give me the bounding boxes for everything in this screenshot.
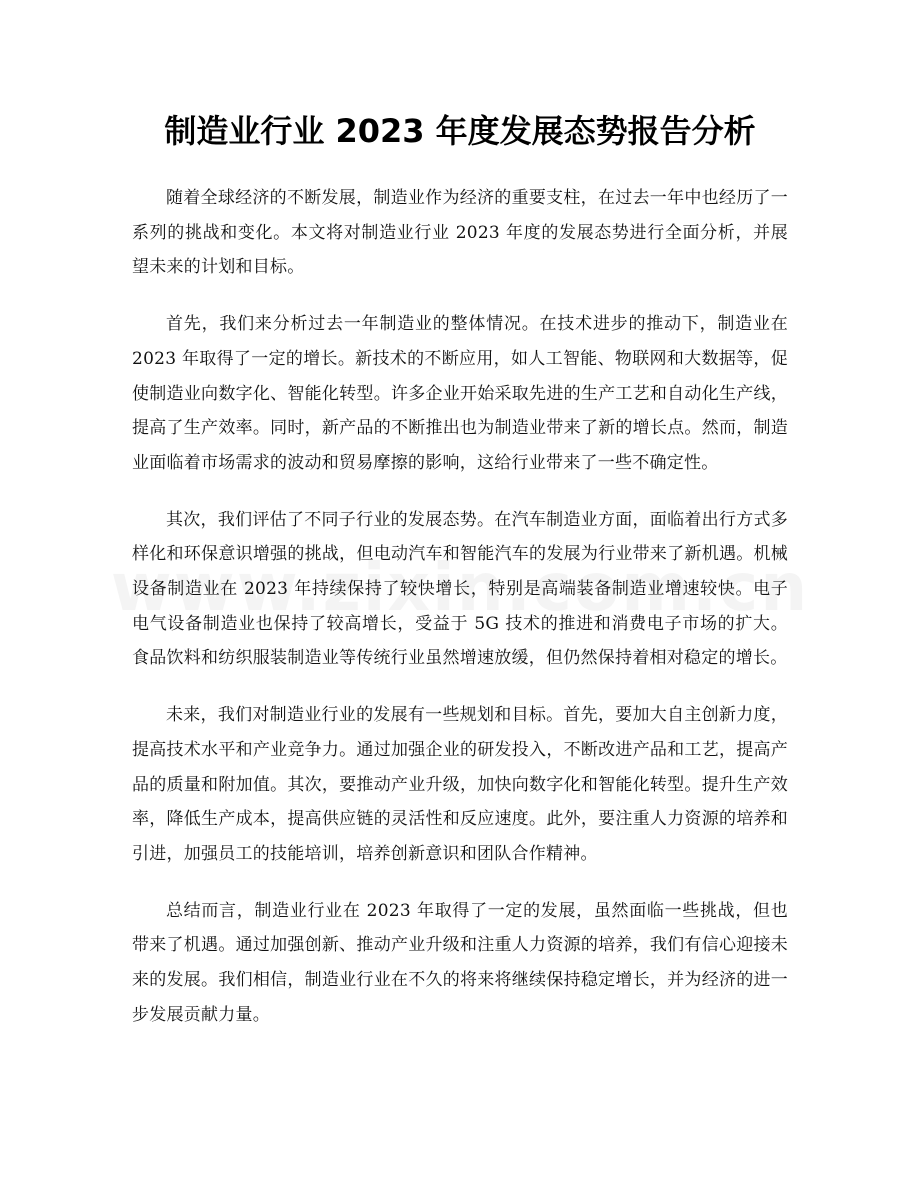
document-body — [132, 181, 788, 1054]
paragraph-overall-situation: 首先，我们来分析过去一年制造业的整体情况。在技术进步的推动下，制造业在 2023 年取得了一定的增长。新技术的不断应用，如人工智能、物联网和大数据等，促使制造业向数字化、智能化转型。许多企业开始采取先进的生产工艺和自动化生产线，提高了生产效率。同时，新产品的不断推出也为制造业带来了新的增长点。然而，制造业面临着市场需求的波动和贸易摩擦的影响，这给行业带来了一些不确定性。 — [132, 314, 788, 473]
document-title: 制造业行业 2023 年度发展态势报告分析 — [164, 112, 756, 150]
paragraph-intro: 随着全球经济的不断发展，制造业作为经济的重要支柱，在过去一年中也经历了一系列的挑战和变化。本文将对制造业行业 2023 年度的发展态势进行全面分析，并展望未来的计划和目标。 — [132, 188, 788, 278]
paragraph-future-plans: 未来，我们对制造业行业的发展有一些规划和目标。首先，要加大自主创新力度，提高技术水平和产业竞争力。通过加强企业的研发投入，不断改进产品和工艺，提高产品的质量和附加值。其次，要推动产业升级，加快向数字化和智能化转型。提升生产效率，降低生产成本，提高供应链的灵活性和反应速度。此外，要注重人力资源的培养和引进，加强员工的技能培训，培养创新意识和团队合作精神。 — [132, 705, 788, 864]
paragraph-sub-industries: 其次，我们评估了不同子行业的发展态势。在汽车制造业方面，面临着出行方式多样化和环保意识增强的挑战，但电动汽车和智能汽车的发展为行业带来了新机遇。机械设备制造业在 2023 年持续保持了较快增长，特别是高端装备制造业增速较快。电子电气设备制造业也保持了较高增长，受益于 5G 技术的推进和消费电子市场的扩大。食品饮料和纺织服装制造业等传统行业虽然增速放缓，但仍然保持着相对稳定的增长。 — [132, 509, 788, 669]
paragraph-conclusion: 总结而言，制造业行业在 2023 年取得了一定的发展，虽然面临一些挑战，但也带来了机遇。通过加强创新、推动产业升级和注重人力资源的培养，我们有信心迎接未来的发展。我们相信，制造业行业在不久的将来将继续保持稳定增长，并为经济的进一步发展贡献力量。 — [132, 900, 788, 1025]
